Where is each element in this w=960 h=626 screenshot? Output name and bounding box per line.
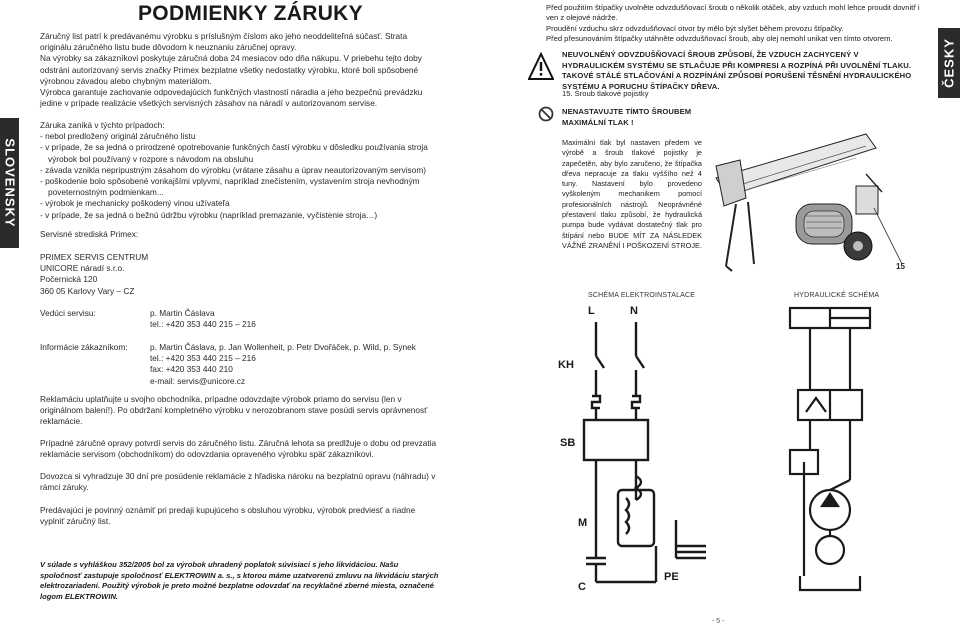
address-line: 360 05 Karlovy Vary – CZ xyxy=(40,285,135,296)
seller-paragraph: Predávajúci je povinný oznámiť pri predaji kupujúceho s obsluhou výrobku, výrobok predviesť a riadne vyplniť záručný list. xyxy=(40,505,416,527)
warranty-void-section xyxy=(40,120,440,221)
warning-icon xyxy=(528,52,554,82)
address-line: PRIMEX SERVIS CENTRUM xyxy=(40,252,149,262)
pressure-text: Maximální tlak byl nastaven předem ve výrobě a šroub tlakové pojistky je zapečetěn, aby bylo zaručeno, že štípačka dřeva nepracuje za tlaku vyššího než 4 tuny. Nastavení bylo provedeno vyškoleným mechanikem pomocí profesionálních nástrojů. Neoprávněné přestavení tlaku způsobí, že hydraulická pumpa bude vydávat dostatečný tlak pro štípání nebo BUDE MÍT ZA NÁSLEDEK VÁŽNÉ ZRANĚNÍ I POŠKOZENÍ STROJE. xyxy=(562,138,702,250)
wire-label-kh: KH xyxy=(558,359,574,371)
electric-diagram-label: SCHÉMA ELEKTROINSTALACE xyxy=(588,292,696,299)
contact-name: p. Martin Čáslava xyxy=(150,308,215,318)
recycling-footnote: V súlade s vyhláškou 352/2005 bol za výrobok uhradený poplatok súvisiaci s jeho likvidáciou. Našu spoločnosť zastupuje spoločnosť ELEKTROWIN a. s., s ktorou máme uzatvorenú zmluvu na likvidáciu starých elektrozariadení. Použitý výrobok je preto možné bezplatne odovzdať na recyklačné zberné miesta, označené logom ELEKTROWIN. xyxy=(40,560,439,601)
side-label-cesky xyxy=(938,28,960,98)
list-item: - nebol predložený originál záručného listu xyxy=(40,131,196,142)
warranty-void-heading: Záruka zaniká v týchto prípadoch: xyxy=(40,120,165,130)
contact-phone: tel.: +420 353 440 215 – 216 xyxy=(150,319,256,330)
address-line: UNICORE náradí s.r.o. xyxy=(40,263,125,274)
address-line: Počernická 120 xyxy=(40,274,98,285)
list-item: poveternostným podmienkam... xyxy=(48,187,164,198)
wiring-schematic xyxy=(556,300,736,602)
warranty-void-list xyxy=(40,131,440,221)
wire-label-sb: SB xyxy=(560,437,576,449)
list-item: - závada vznikla nepripustným zásahom do výrobku (vrátane zásahu a úprav neautorizovaným servisom) xyxy=(40,164,426,175)
wire-label-l: L xyxy=(588,305,595,317)
prohibited-icon xyxy=(538,106,554,122)
page-title: PODMIENKY ZÁRUKY xyxy=(138,2,363,25)
claim-paragraph: Reklamáciu uplatňujte u svojho obchodníka, prípadne odovzdajte výrobok priamo do servisu (len v originálnom balení!). Po obdržaní kompletného výrobku v nerozobranom stave posúdi servis oprávnenosť reklamácie. xyxy=(40,394,428,427)
contact-phone: tel.: +420 353 440 215 – 216 xyxy=(150,353,256,364)
customer-info-value xyxy=(150,342,440,387)
service-head-label: Vedúci servisu: xyxy=(40,308,96,318)
screw-caption: 15. Šroub tlakové pojistky xyxy=(562,89,649,98)
intro-block xyxy=(40,31,440,109)
service-heading: Servisné strediská Primex: xyxy=(40,229,139,239)
list-item: - poškodenie bolo spôsobené vonkajšími vplyvmi, napríklad znečistením, vystavením stroja nevhodným xyxy=(40,176,420,187)
list-item: - výrobok je mechanicky poškodený vinou užívateľa xyxy=(40,198,230,209)
importer-paragraph: Dovozca si vyhradzuje 30 dní pre posúdenie reklamácie z hľadiska nároku na bezplatnú opravu (náhradu) v rámci záruky. xyxy=(40,471,436,493)
customer-info-label: Informácie zákazníkom: xyxy=(40,342,128,352)
no-adjust-warning: NENASTAVUJTE TÍMTO ŠROUBEM MAXIMÁLNÍ TLAK ! xyxy=(562,107,692,127)
contact-email: e-mail: servis@unicore.cz xyxy=(150,375,246,386)
callout-number: 15 xyxy=(896,262,905,271)
side-label-slovensky xyxy=(0,118,19,248)
hydraulic-diagram-label: HYDRAULICKÉ SCHÉMA xyxy=(794,292,880,299)
wire-label-pe: PE xyxy=(664,571,679,583)
wire-label-m: M xyxy=(578,517,588,529)
note-1: Před použitím štípačky uvolněte odvzdušňovací šroub o několik otáček, aby vzduch mohl lehce proudit dovnitř i ven z olejové nádrže. xyxy=(546,3,920,23)
intro-paragraph-1: Záručný list patrí k predávanému výrobku s príslušným číslom ako jeho neoddeliteľná súčasť. Strata originálu záručného listu bude dôvodom k neuznaniu záručnej opravy. xyxy=(40,31,408,53)
note-3: Před přesunováním štípačky utáhněte odvzdušňovací šroub, aby olej nemohl unikat ven tímto otvorem. xyxy=(546,34,893,44)
service-head-value xyxy=(150,308,430,330)
intro-paragraph-3: Výrobca garantuje zachovanie odpovedajúcich funkčných vlastností náradia a jeho bezpečnú prevádzku jedine v prípade realizácie všetkých servisných zásahov na náradí v autorizovanom servise. xyxy=(40,87,423,109)
contact-fax: fax: +420 353 440 210 xyxy=(150,364,233,375)
list-item: - v prípade, že sa jedná o prirodzené opotrebovanie funkčných častí výrobku v dôsledku používania stroja xyxy=(40,142,428,153)
top-notes xyxy=(546,3,921,45)
side-label-text: ČESKY xyxy=(941,38,957,88)
list-item: - v prípade, že sa jedná o bežnú údržbu výrobku (napríklad premazanie, vyčistenie stroja…) xyxy=(40,209,378,220)
log-splitter-illustration xyxy=(706,116,924,276)
list-item: výrobok bol používaný v rozpore s návodom na obsluhu xyxy=(48,153,254,164)
side-label-text: SLOVENSKY xyxy=(2,138,17,228)
note-2: Proudění vzduchu skrz odvzdušňovací otvor by mělo být slyšet během provozu štípačky. xyxy=(546,23,844,33)
air-screw-warning: NEUVOLNĚNÝ ODVZDUŠŇOVACÍ ŠROUB ZPŮSOBÍ, ŽE VZDUCH ZACHYCENÝ V HYDRAULICKÉM SYSTÉMU SE STLAČUJE PŘI KOMPRESI A ROZPÍNÁ PŘI UVOLNĚNÍ TLAKU. TAKOVÉ STÁLÉ STLAČOVÁNÍ A ROZPÍNÁNÍ ZPŮSOBÍ PORUŠENÍ TĚSNĚNÍ HYDRAULICKÉHO SYSTÉMU A PORUCHU ŠTÍPAČKY DŘEVA. xyxy=(562,50,912,91)
service-address xyxy=(40,252,240,297)
hydraulic-schematic xyxy=(770,300,890,600)
repair-paragraph: Prípadné záručné opravy potvrdí servis do záručného listu. Záručná lehota sa predlžuje o dobu od prevzatia reklamácie servisom (obchodníkom) do odovzdania opraveného výrobku späť zákazníkovi. xyxy=(40,438,437,460)
page-number: - 5 - xyxy=(712,618,725,625)
wire-label-n: N xyxy=(630,305,638,317)
wire-label-c: C xyxy=(578,581,586,593)
intro-paragraph-2: Na výrobky sa zákazníkovi poskytuje záručná doba 24 mesiacov odo dňa nákupu. V priebehu tejto doby odstráni autorizovaný servis značky Primex bezplatne všetky nedostatky výrobku, ktoré boli spôsobené výrobnou závadou alebo chybným materiálom. xyxy=(40,53,422,86)
contact-names: p. Martin Čáslava, p. Jan Wollenheit, p. Petr Dvořáček, p. Wild, p. Synek xyxy=(150,342,416,352)
